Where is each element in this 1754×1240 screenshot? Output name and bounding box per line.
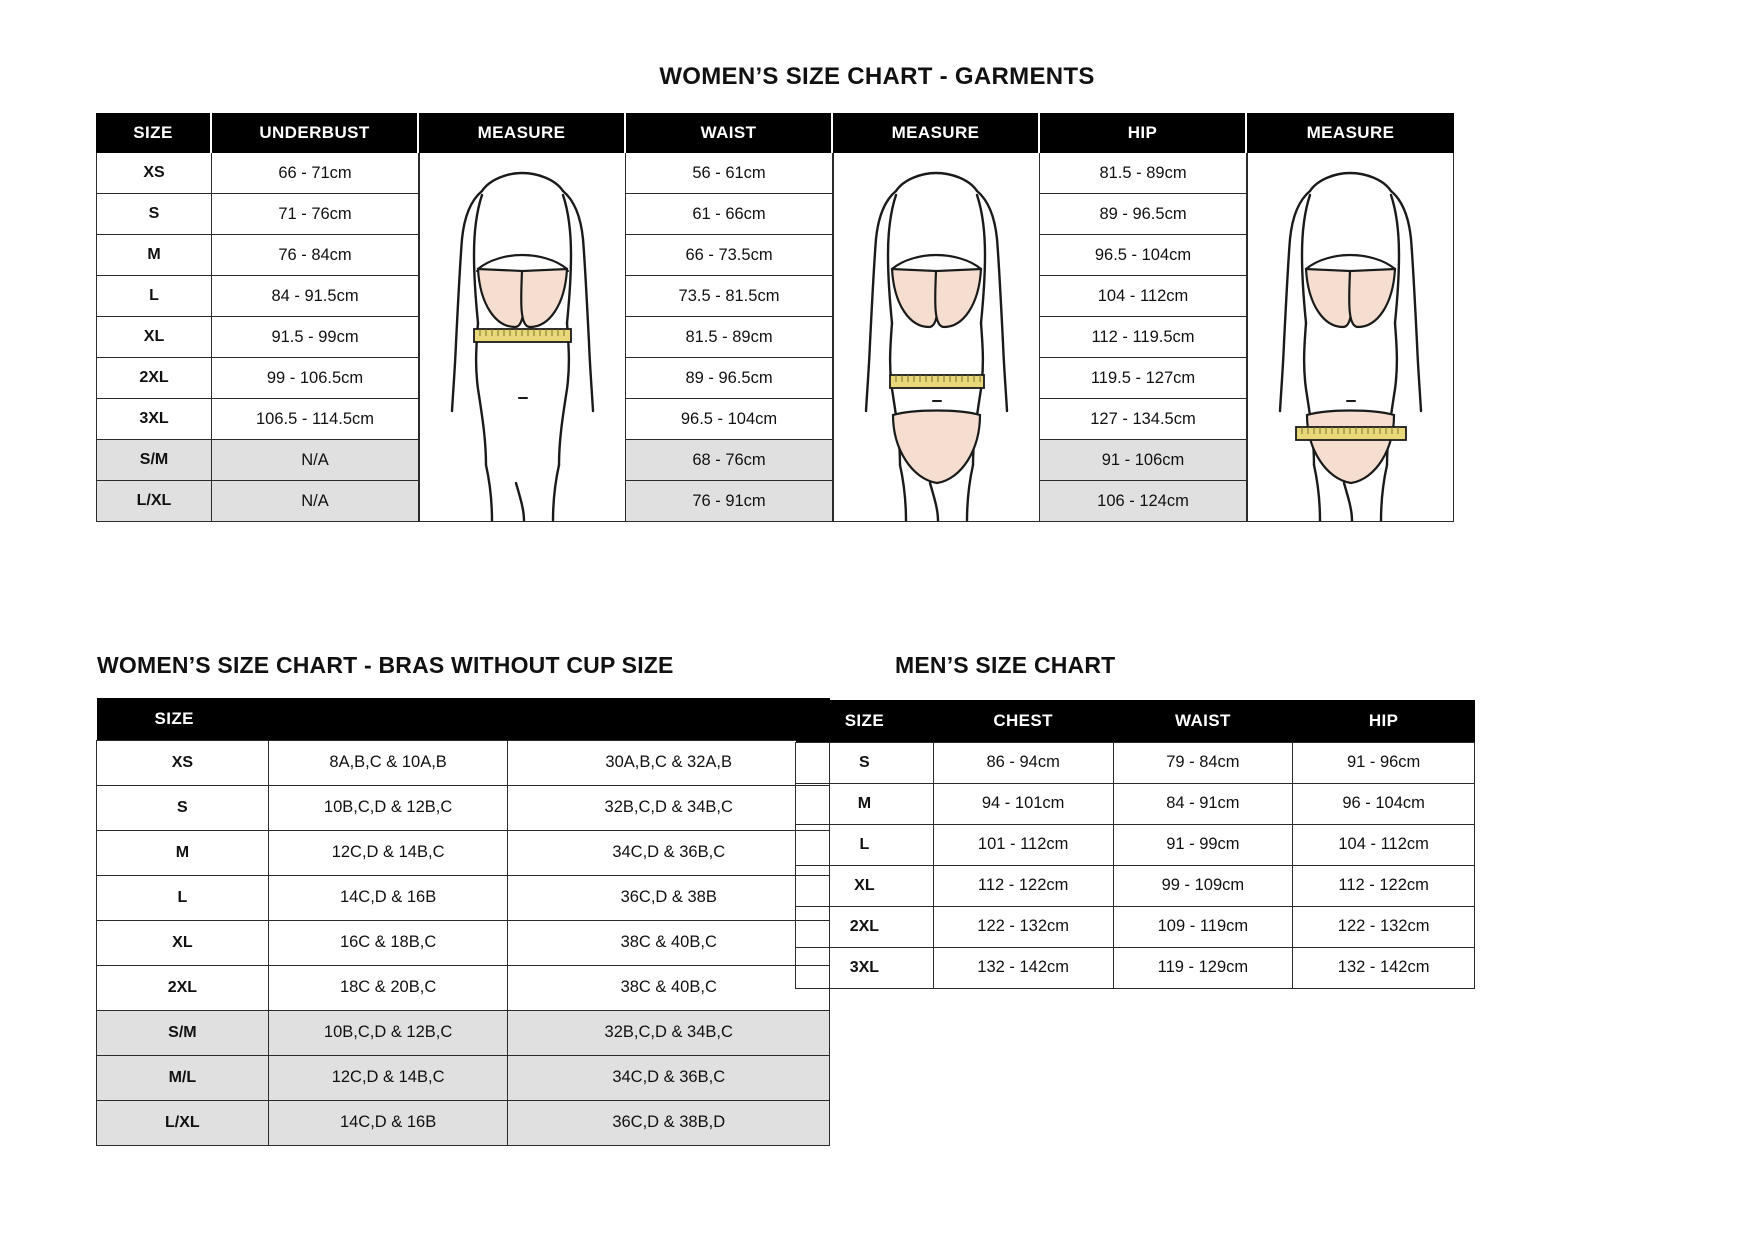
mens-chest-cell: 94 - 101cm [933, 783, 1113, 824]
bras-us-cell: 34C,D & 36B,C [508, 1055, 830, 1100]
mens-header-size: SIZE [796, 700, 934, 742]
womens-garments-table [96, 113, 1658, 522]
garments-size-cell: L/XL [96, 481, 212, 522]
garments-header-waist: WAIST [626, 113, 833, 153]
garments-underbust-cell: 91.5 - 99cm [212, 317, 419, 358]
bras-au-cell: 18C & 20B,C [268, 965, 508, 1010]
mens-size-cell: M [796, 783, 934, 824]
mens-hip-cell: 112 - 122cm [1293, 865, 1475, 906]
mens-header-hip: HIP [1293, 700, 1475, 742]
garments-waist-cell: 56 - 61cm [626, 153, 833, 194]
garments-size-cell: 3XL [96, 399, 212, 440]
garments-measure-column-waist [833, 113, 1040, 522]
mens-header-chest: CHEST [933, 700, 1113, 742]
garments-waist-cell: 96.5 - 104cm [626, 399, 833, 440]
bras-au-cell: 16C & 18B,C [268, 920, 508, 965]
bras-size-cell: L [97, 875, 269, 920]
bras-us-cell: 36C,D & 38B,D [508, 1100, 830, 1145]
bras-au-cell: 14C,D & 16B [268, 1100, 508, 1145]
bras-size-cell: M/L [97, 1055, 269, 1100]
garments-underbust-cell: 99 - 106.5cm [212, 358, 419, 399]
bras-size-cell: M [97, 830, 269, 875]
garments-size-cell: XS [96, 153, 212, 194]
mens-chest-cell: 112 - 122cm [933, 865, 1113, 906]
garments-header-size: SIZE [96, 113, 212, 153]
table-row [97, 920, 830, 965]
mens-chest-cell: 101 - 112cm [933, 824, 1113, 865]
table-row [796, 824, 1475, 865]
bras-au-cell: 14C,D & 16B [268, 875, 508, 920]
table-row [97, 875, 830, 920]
garments-measure-column-hip [1247, 113, 1454, 522]
table-row [97, 740, 830, 785]
table-row [97, 1100, 830, 1145]
bras-size-cell: L/XL [97, 1100, 269, 1145]
page-title: WOMEN’S SIZE CHART - GARMENTS [659, 63, 1095, 90]
bras-au-cell: 10B,C,D & 12B,C [268, 785, 508, 830]
table-row [796, 783, 1475, 824]
mens-chest-cell: 122 - 132cm [933, 906, 1113, 947]
bras-section-title: WOMEN’S SIZE CHART - BRAS WITHOUT CUP SIZE [97, 652, 674, 678]
table-row [97, 785, 830, 830]
bras-us-cell: 38C & 40B,C [508, 920, 830, 965]
mens-waist-cell: 91 - 99cm [1113, 824, 1293, 865]
garments-waist-cell: 81.5 - 89cm [626, 317, 833, 358]
mens-header-waist: WAIST [1113, 700, 1293, 742]
garments-size-cell: L [96, 276, 212, 317]
mens-hip-cell: 132 - 142cm [1293, 947, 1475, 988]
mens-waist-cell: 119 - 129cm [1113, 947, 1293, 988]
garments-waist-cell: 68 - 76cm [626, 440, 833, 481]
bras-us-cell: 34C,D & 36B,C [508, 830, 830, 875]
garments-size-cell: M [96, 235, 212, 276]
womens-bras-table [96, 698, 830, 1146]
mens-size-cell: 2XL [796, 906, 934, 947]
garments-underbust-column [212, 113, 419, 522]
bras-us-cell: 32B,C,D & 34B,C [508, 1010, 830, 1055]
garments-hip-cell: 96.5 - 104cm [1040, 235, 1247, 276]
mens-size-cell: 3XL [796, 947, 934, 988]
garments-hip-column [1040, 113, 1247, 522]
bras-size-cell: XL [97, 920, 269, 965]
table-row [97, 965, 830, 1010]
garments-waist-cell: 89 - 96.5cm [626, 358, 833, 399]
garments-hip-cell: 106 - 124cm [1040, 481, 1247, 522]
mens-chest-cell: 86 - 94cm [933, 742, 1113, 783]
garments-underbust-cell: 84 - 91.5cm [212, 276, 419, 317]
mens-chest-cell: 132 - 142cm [933, 947, 1113, 988]
hip-measure-figure [1247, 153, 1454, 522]
mens-size-cell: S [796, 742, 934, 783]
bras-size-cell: 2XL [97, 965, 269, 1010]
garments-size-cell: S [96, 194, 212, 235]
garments-header-measure-2: MEASURE [833, 113, 1040, 153]
mens-hip-cell: 91 - 96cm [1293, 742, 1475, 783]
mens-waist-cell: 79 - 84cm [1113, 742, 1293, 783]
bras-size-cell: S/M [97, 1010, 269, 1055]
table-header-row [796, 700, 1475, 742]
bras-au-cell: 8A,B,C & 10A,B [268, 740, 508, 785]
garments-hip-cell: 112 - 119.5cm [1040, 317, 1247, 358]
garments-underbust-cell: N/A [212, 481, 419, 522]
mens-hip-cell: 104 - 112cm [1293, 824, 1475, 865]
garments-measure-column-underbust [419, 113, 626, 522]
garments-size-column [96, 113, 212, 522]
bras-au-cell: 12C,D & 14B,C [268, 1055, 508, 1100]
garments-waist-cell: 73.5 - 81.5cm [626, 276, 833, 317]
mens-waist-cell: 109 - 119cm [1113, 906, 1293, 947]
garments-waist-cell: 66 - 73.5cm [626, 235, 833, 276]
garments-size-cell: S/M [96, 440, 212, 481]
mens-waist-cell: 84 - 91cm [1113, 783, 1293, 824]
garments-header-measure-3: MEASURE [1247, 113, 1454, 153]
garments-underbust-cell: 71 - 76cm [212, 194, 419, 235]
bras-size-cell: XS [97, 740, 269, 785]
garments-hip-cell: 81.5 - 89cm [1040, 153, 1247, 194]
table-row [97, 1010, 830, 1055]
garments-underbust-cell: 66 - 71cm [212, 153, 419, 194]
garments-waist-cell: 61 - 66cm [626, 194, 833, 235]
mens-hip-cell: 96 - 104cm [1293, 783, 1475, 824]
garments-header-measure-1: MEASURE [419, 113, 626, 153]
garments-size-cell: 2XL [96, 358, 212, 399]
bras-au-cell: 12C,D & 14B,C [268, 830, 508, 875]
table-row [97, 830, 830, 875]
garments-waist-column [626, 113, 833, 522]
mens-size-table [795, 700, 1475, 989]
table-row [796, 947, 1475, 988]
table-row [97, 1055, 830, 1100]
garments-hip-cell: 119.5 - 127cm [1040, 358, 1247, 399]
bras-us-cell: 36C,D & 38B [508, 875, 830, 920]
table-row [796, 865, 1475, 906]
underbust-measure-figure [419, 153, 626, 522]
bras-au-cell: 10B,C,D & 12B,C [268, 1010, 508, 1055]
garments-underbust-cell: N/A [212, 440, 419, 481]
bras-header-size: SIZE [97, 698, 830, 740]
mens-size-cell: L [796, 824, 934, 865]
table-header-row [97, 698, 830, 740]
bras-us-cell: 32B,C,D & 34B,C [508, 785, 830, 830]
garments-hip-cell: 127 - 134.5cm [1040, 399, 1247, 440]
waist-measure-figure [833, 153, 1040, 522]
mens-waist-cell: 99 - 109cm [1113, 865, 1293, 906]
bras-us-cell: 30A,B,C & 32A,B [508, 740, 830, 785]
mens-size-cell: XL [796, 865, 934, 906]
garments-underbust-cell: 106.5 - 114.5cm [212, 399, 419, 440]
garments-waist-cell: 76 - 91cm [626, 481, 833, 522]
bras-us-cell: 38C & 40B,C [508, 965, 830, 1010]
mens-section-title: MEN’S SIZE CHART [895, 652, 1116, 678]
garments-header-underbust: UNDERBUST [212, 113, 419, 153]
mens-hip-cell: 122 - 132cm [1293, 906, 1475, 947]
garments-size-cell: XL [96, 317, 212, 358]
garments-underbust-cell: 76 - 84cm [212, 235, 419, 276]
garments-hip-cell: 89 - 96.5cm [1040, 194, 1247, 235]
garments-header-hip: HIP [1040, 113, 1247, 153]
bras-size-cell: S [97, 785, 269, 830]
table-row [796, 906, 1475, 947]
garments-hip-cell: 104 - 112cm [1040, 276, 1247, 317]
garments-hip-cell: 91 - 106cm [1040, 440, 1247, 481]
table-row [796, 742, 1475, 783]
